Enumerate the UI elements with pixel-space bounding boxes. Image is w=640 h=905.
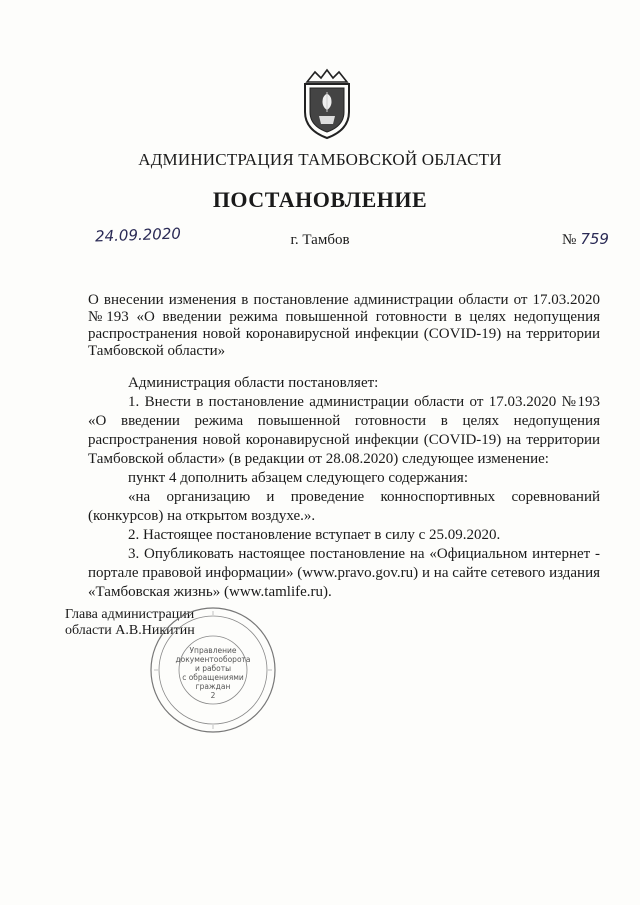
coat-of-arms-icon <box>299 68 355 140</box>
signature-name: области А.В.Никитин <box>65 623 195 638</box>
body-paragraph-1a: пункт 4 дополнить абзацем следующего содержания: <box>128 470 468 486</box>
number-label: № <box>562 232 577 248</box>
stamp-center-text <box>170 646 256 700</box>
stamp-line: и работы <box>194 664 232 673</box>
handwritten-date: 24.09.2020 <box>94 224 182 246</box>
handwritten-number: 759 <box>580 230 609 248</box>
body-paragraph-1: 1. Внести в постановление администрации области от 17.03.2020 №193 «О введении режима повышенной готовности в целях недопущения распространения новой коронавирусной инфекции (COVID-19) на территории Тамбовской области» (в редакции от 28.08.2020) следующее изменение: <box>88 394 600 467</box>
stamp-line: граждан <box>195 682 231 691</box>
stamp-line: с обращениями <box>182 673 244 682</box>
body-paragraph-2: 2. Настоящее постановление вступает в силу с 25.09.2020. <box>128 527 501 543</box>
stamp-line: документооборота <box>175 655 251 664</box>
organization-title: АДМИНИСТРАЦИЯ ТАМБОВСКОЙ ОБЛАСТИ <box>138 150 502 169</box>
city-label: г. Тамбов <box>290 232 350 248</box>
document-number <box>562 230 609 249</box>
body-intro: Администрация области постановляет: <box>128 375 379 391</box>
stamp-line: 2 <box>210 691 216 700</box>
document-type-title: ПОСТАНОВЛЕНИЕ <box>212 187 428 212</box>
document-subject: О внесении изменения в постановление администрации области от 17.03.2020 №193 «О введении режима повышенной готовности в целях недопущения распространения новой коронавирусной инфекции (COVID-19) на территории Тамбовской области» <box>88 292 600 359</box>
stamp-line: Управление <box>189 646 237 655</box>
body-paragraph-3: 3. Опубликовать настоящее постановление на «Официальном интернет - портале правовой информации» (www.pravo.gov.ru) и на сайте сетевого издания «Тамбовская жизнь» (www.tamlife.ru). <box>88 546 600 600</box>
signature-position: Глава администрации <box>65 607 195 622</box>
body-paragraph-1b: «на организацию и проведение конноспортивных соревнований (конкурсов) на открытом воздухе.». <box>88 489 600 524</box>
document-body <box>88 374 600 602</box>
